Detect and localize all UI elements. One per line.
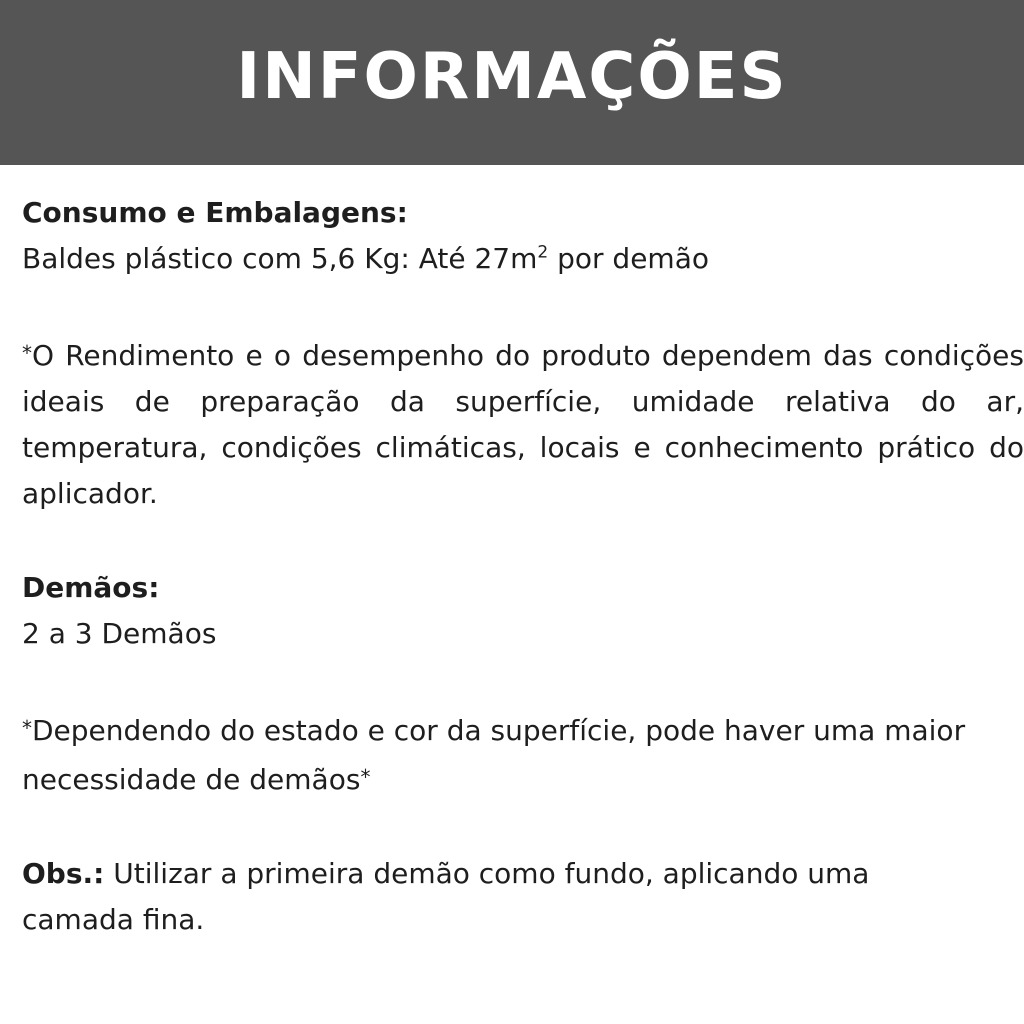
- rendimento-note-text: O Rendimento e o desempenho do produto dependem das condições ideais de preparação da superfície, umidade relativa do ar, temperatura, condições climáticas, locais e conhecimento prático do aplicador.: [22, 339, 1024, 510]
- consumo-line-prefix: Baldes plástico com 5,6 Kg: Até 27m: [22, 242, 538, 275]
- rendimento-note: [22, 330, 1024, 517]
- consumo-heading: Consumo e Embalagens:: [22, 196, 408, 229]
- consumo-superscript: 2: [537, 242, 549, 263]
- header-banner: [0, 0, 1024, 165]
- obs-label: Obs.:: [22, 857, 105, 890]
- note-asterisk: *: [22, 341, 32, 365]
- demaos-value: 2 a 3 Demãos: [22, 617, 217, 650]
- demaos-note: [22, 705, 1024, 803]
- consumo-line-suffix: por demão: [548, 242, 709, 275]
- page-title: INFORMAÇÕES: [236, 39, 788, 114]
- note-asterisk-open: *: [22, 716, 32, 740]
- obs-line-2: camada fina.: [22, 903, 205, 936]
- consumo-line: [22, 236, 1024, 282]
- note-asterisk-close: *: [360, 765, 371, 789]
- obs-text-1: Utilizar a primeira demão como fundo, aplicando uma: [104, 857, 870, 890]
- content-body: [22, 190, 1024, 943]
- demaos-note-text: Dependendo do estado e cor da superfície, pode haver uma maior necessidade de demãos: [22, 714, 966, 796]
- obs-line-1: [22, 851, 1024, 897]
- demaos-heading: Demãos:: [22, 571, 160, 604]
